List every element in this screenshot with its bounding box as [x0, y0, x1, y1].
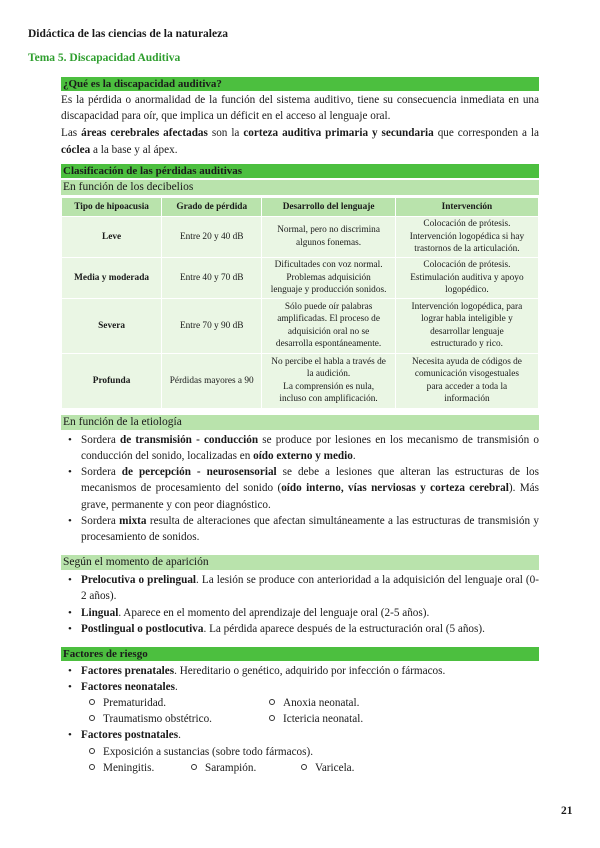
- cell-line: Necesita ayuda de códigos de: [411, 356, 522, 367]
- list-item: [61, 679, 539, 727]
- text-run: . Aparece en el momento del aprendizaje del lenguaje oral (2-5 años).: [118, 606, 430, 619]
- circle-bullet-icon: [301, 764, 307, 770]
- cell-line: desarrollar lenguaje: [430, 326, 504, 337]
- chapter-title: Tema 5. Discapacidad Auditiva: [28, 52, 181, 64]
- cell-line: adquisición oral no se: [287, 326, 370, 337]
- text-run: Meningitis.: [103, 761, 155, 774]
- table-cell: [395, 353, 538, 408]
- subheading-etiologia: En función de la etiología: [61, 415, 539, 430]
- cell-line: No percibe el habla a través de: [271, 356, 386, 367]
- bold-run: Factores prenatales: [81, 665, 175, 678]
- list-item: [61, 513, 539, 545]
- cell-line: la audición.: [306, 369, 351, 380]
- etiologia-list: [61, 432, 539, 545]
- cell-line: comunicación visogestuales: [414, 369, 519, 380]
- bold-run: de transmisión - conducción: [119, 433, 259, 446]
- text-run: Sordera: [81, 466, 122, 479]
- table-cell: [395, 216, 538, 257]
- circle-bullet-icon: [89, 764, 95, 770]
- circle-bullet-icon: [191, 764, 197, 770]
- list-item: [61, 432, 539, 464]
- circle-bullet-icon: [89, 748, 95, 754]
- text-run: Las: [61, 127, 82, 140]
- cell-line: La comprensión es nula,: [283, 381, 375, 392]
- sublist-item: [269, 695, 359, 711]
- text-run: . Hereditario o genético, adquirido por infección o fármacos.: [174, 665, 446, 678]
- bullet-icon: •: [68, 466, 72, 479]
- text-run: Sarampión.: [205, 761, 257, 774]
- sublist-item: [89, 695, 269, 711]
- list-item: [61, 663, 539, 679]
- bullet-icon: •: [68, 681, 72, 694]
- bold-run: Prelocutiva o prelingual: [81, 574, 197, 587]
- table-cell: [262, 298, 396, 353]
- cell-line: Sólo puede oír palabras: [284, 301, 373, 312]
- cell-line: Colocación de prótesis.: [423, 259, 511, 270]
- bullet-icon: •: [68, 433, 72, 446]
- text-run: resulta de alteraciones que afectan simultáneamente a las estructuras de transmisión y procesamiento de sonidos.: [81, 514, 539, 544]
- column-header: Tipo de hipoacusia: [62, 197, 162, 216]
- bullet-icon: •: [68, 574, 72, 587]
- table-row: [62, 216, 539, 257]
- table-row: [62, 298, 539, 353]
- bold-run: Factores neonatales: [81, 681, 175, 694]
- cell-line: para acceder a toda la: [426, 381, 508, 392]
- bullet-icon: •: [68, 514, 72, 527]
- cell-line: Estimulación auditiva y apoyo: [410, 272, 524, 283]
- cell-line: Intervención logopédica si hay: [409, 231, 525, 242]
- bold-run: oído interno, vías nerviosas y corteza cerebral: [281, 482, 509, 495]
- riesgo-list: [61, 663, 539, 776]
- table-cell: Entre 40 y 70 dB: [162, 257, 262, 298]
- cell-line: lograr habla inteligible y: [421, 314, 513, 325]
- table-cell: Entre 20 y 40 dB: [162, 216, 262, 257]
- cell-line: información: [444, 394, 490, 405]
- subheading-momento: Según el momento de aparición: [61, 555, 539, 570]
- sublist-item: [89, 711, 269, 727]
- text-run: son la: [207, 127, 244, 140]
- table-cell: [395, 257, 538, 298]
- cell-line: incluso con amplificación.: [279, 394, 378, 405]
- cell-line: trastornos de la articulación.: [414, 244, 520, 255]
- bold-run: cóclea: [61, 143, 91, 156]
- bold-run: Factores postnatales: [81, 729, 179, 742]
- paragraph-areas: [61, 125, 539, 157]
- bold-run: áreas cerebrales afectadas: [81, 127, 208, 140]
- sublist-item: [89, 744, 313, 760]
- text-run: Sordera: [81, 514, 120, 527]
- section-heading-clasificacion: Clasificación de las pérdidas auditivas: [61, 164, 539, 178]
- main-content: [61, 75, 539, 776]
- text-run: Ictericia neonatal.: [283, 713, 364, 726]
- bold-run: Postlingual o postlocutiva: [81, 622, 204, 635]
- text-run: Traumatismo obstétrico.: [103, 713, 212, 726]
- sublist-item: [89, 760, 191, 776]
- bold-run: oído externo y medio: [253, 450, 353, 463]
- list-item: [61, 621, 539, 637]
- table-row: [62, 257, 539, 298]
- cell-line: Problemas adquisición: [286, 272, 371, 283]
- circle-bullet-icon: [269, 699, 275, 705]
- column-header: Desarrollo del lenguaje: [262, 197, 396, 216]
- sublist-item: [269, 711, 363, 727]
- page-number: 21: [561, 805, 573, 817]
- bullet-icon: •: [68, 606, 72, 619]
- paragraph-definition: Es la pérdida o anormalidad de la función del sistema auditivo, tiene su consecuencia inmediata en una discapacidad para oír, que implica un déficit en el acceso al lenguaje oral.: [61, 94, 539, 123]
- cell-line: Colocación de prótesis.: [423, 218, 511, 229]
- cell-line: lenguaje y producción sonidos.: [270, 285, 387, 296]
- text-run: a la base y al ápex.: [90, 143, 178, 156]
- column-header: Grado de pérdida: [162, 197, 262, 216]
- cell-line: Intervención logopédica, para: [411, 301, 523, 312]
- bullet-icon: •: [68, 665, 72, 678]
- sublist-row: [81, 744, 539, 760]
- circle-bullet-icon: [269, 715, 275, 721]
- text-run: .: [352, 450, 356, 463]
- sublist-row: [81, 695, 539, 711]
- table-cell: [262, 257, 396, 298]
- list-item: [61, 572, 539, 604]
- column-header: Intervención: [395, 197, 538, 216]
- table-row: [62, 353, 539, 408]
- text-run: se produce por lesiones en los mecanismo de transmisión o conducción del sonido, localizadas en: [81, 433, 539, 463]
- table-cell: Leve: [62, 216, 162, 257]
- text-run: .: [178, 729, 181, 742]
- bullet-icon: •: [68, 729, 72, 742]
- document-title: Didáctica de las ciencias de la naturaleza: [28, 28, 228, 40]
- bold-run: Lingual: [81, 606, 119, 619]
- table-cell: Media y moderada: [62, 257, 162, 298]
- cell-line: desarrolla espontáneamente.: [275, 339, 382, 350]
- list-item: [61, 605, 539, 621]
- section-heading-que-es: ¿Qué es la discapacidad auditiva?: [61, 77, 539, 91]
- sublist-row: [81, 711, 539, 727]
- text-run: se debe a lesiones que alteran las estructuras de los mecanismos de procesamiento del sonido (: [81, 466, 540, 495]
- subheading-decibelios: En función de los decibelios: [61, 180, 539, 195]
- table-header-row: [62, 197, 539, 216]
- cell-line: logopédico.: [445, 285, 489, 296]
- bold-run: corteza auditiva primaria y secundaria: [243, 127, 434, 140]
- cell-line: Dificultades con voz normal.: [274, 259, 383, 270]
- momento-list: [61, 572, 539, 637]
- text-run: Anoxia neonatal.: [283, 697, 360, 710]
- sublist-row: [81, 760, 539, 776]
- text-run: . La lesión se produce con anterioridad a la adquisición del lenguaje oral (0-2 años).: [81, 574, 539, 603]
- text-run: que corresponden a la: [433, 127, 539, 140]
- text-run: ). Más grave, permanente y con peor diagnóstico.: [81, 482, 540, 511]
- list-item: [61, 727, 539, 775]
- bullet-icon: •: [68, 622, 72, 635]
- text-run: . La pérdida aparece después de la estructuración oral (5 años).: [203, 622, 485, 635]
- text-run: .: [174, 681, 178, 694]
- text-run: Exposición a sustancias (sobre todo fármacos).: [103, 745, 314, 758]
- cell-line: amplificadas. El proceso de: [277, 314, 380, 325]
- cell-line: algunos fonemas.: [296, 237, 362, 248]
- text-run: Varicela.: [315, 761, 355, 774]
- text-run: Prematuridad.: [103, 697, 167, 710]
- table-cell: [262, 353, 396, 408]
- hipoacusia-table: [61, 197, 539, 409]
- table-cell: Profunda: [62, 353, 162, 408]
- table-cell: [395, 298, 538, 353]
- table-cell: Severa: [62, 298, 162, 353]
- text-run: Sordera: [81, 433, 120, 446]
- section-heading-riesgo: Factores de riesgo: [61, 647, 539, 661]
- table-cell: Pérdidas mayores a 90: [162, 353, 262, 408]
- table-cell: [262, 216, 396, 257]
- bold-run: mixta: [119, 514, 147, 527]
- circle-bullet-icon: [89, 699, 95, 705]
- sublist-item: [191, 760, 301, 776]
- cell-line: Normal, pero no discrimina: [277, 225, 380, 236]
- list-item: [61, 464, 539, 513]
- table-cell: Entre 70 y 90 dB: [162, 298, 262, 353]
- cell-line: estructurado y rico.: [430, 339, 503, 350]
- bold-run: de percepción - neurosensorial: [121, 466, 277, 479]
- circle-bullet-icon: [89, 715, 95, 721]
- sublist-item: [301, 760, 354, 776]
